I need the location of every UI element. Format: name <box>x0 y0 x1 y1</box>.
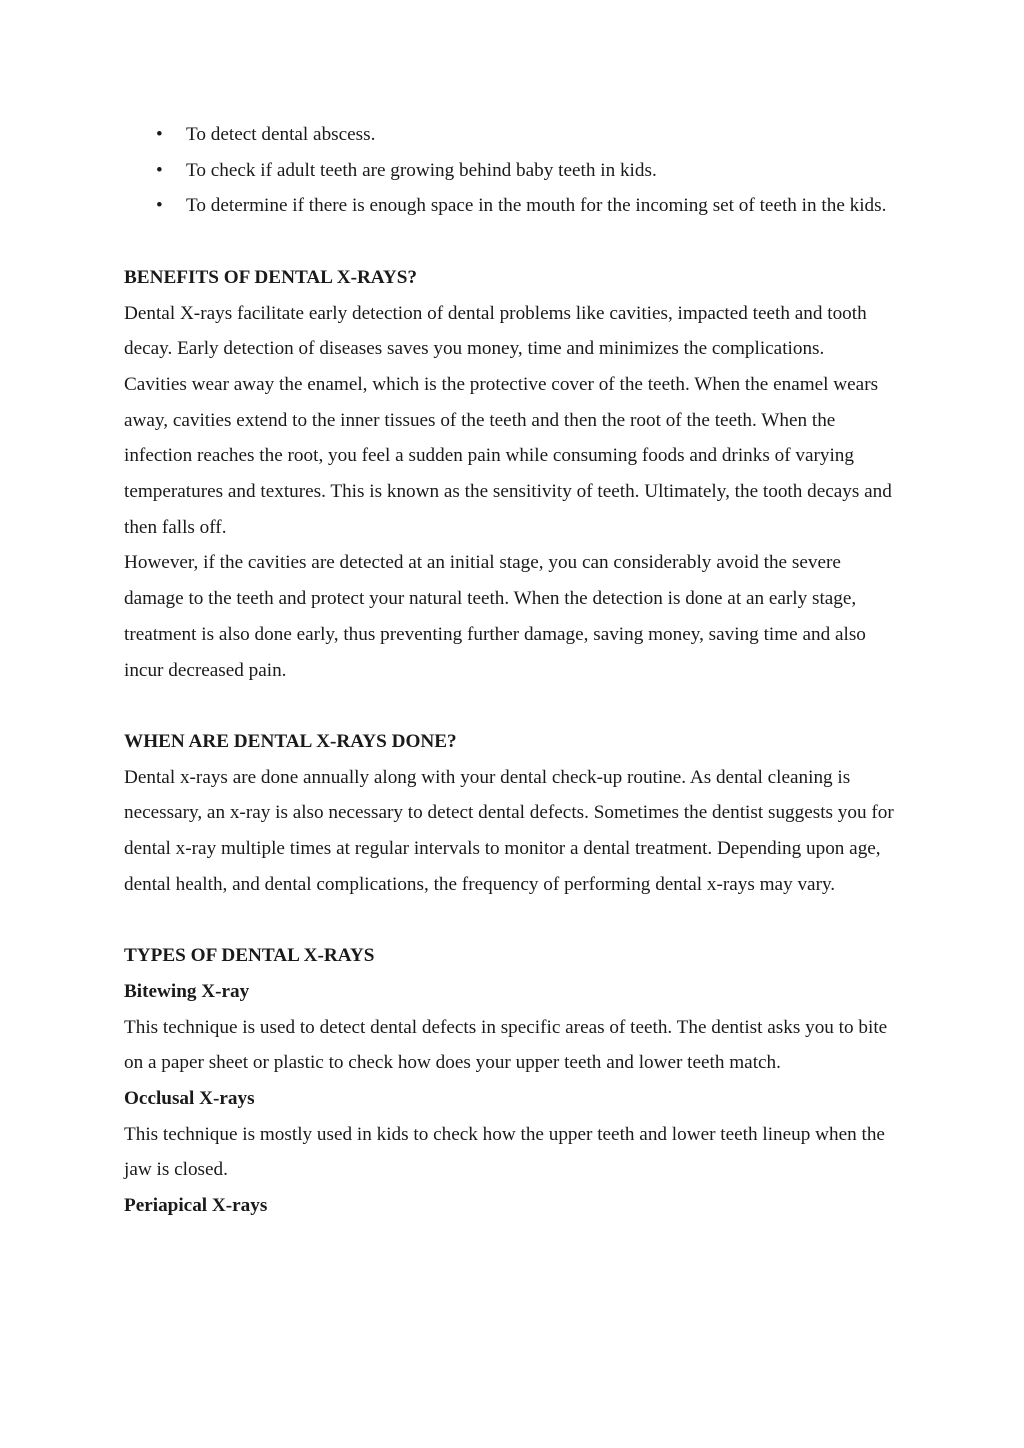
list-item <box>124 153 904 189</box>
document-page <box>124 117 904 1224</box>
bitewing-text: This technique is used to detect dental defects in specific areas of teeth. The dentist asks you to bite on a paper sheet or plastic to check how does your upper teeth and lower teeth match. <box>124 1016 888 1074</box>
occlusal-title: Occlusal X-rays <box>124 1087 255 1109</box>
benefits-heading: BENEFITS OF DENTAL X-RAYS? <box>124 266 418 288</box>
section-spacer <box>124 224 904 260</box>
bullet-icon: • <box>156 124 163 145</box>
bullet-icon: • <box>156 195 163 217</box>
benefits-paragraph-1: Dental X-rays facilitate early detection of dental problems like cavities, impacted teeth and tooth decay. Early detection of diseases saves you money, time and minimizes the complications. <box>124 302 867 360</box>
types-heading: TYPES OF DENTAL X-RAYS <box>124 945 375 967</box>
list-item <box>124 188 904 224</box>
list-item <box>124 117 904 153</box>
occlusal-text: This technique is mostly used in kids to check how the upper teeth and lower teeth lineup when the jaw is closed. <box>124 1123 885 1181</box>
benefits-paragraph-3: However, if the cavities are detected at an initial stage, you can considerably avoid the severe damage to the teeth and protect your natural teeth. When the detection is done at an early stage, treatment is also done early, thus preventing further damage, saving money, saving time and also incur decreased pain. <box>124 552 866 681</box>
periapical-title: Periapical X-rays <box>124 1195 268 1217</box>
section-spacer <box>124 688 904 724</box>
list-item-text: To check if adult teeth are growing behind baby teeth in kids. <box>186 159 657 181</box>
benefits-paragraph-2: Cavities wear away the enamel, which is the protective cover of the teeth. When the enamel wears away, cavities extend to the inner tissues of the teeth and then the root of the teeth. When the infection reaches the root, you feel a sudden pain while consuming foods and drinks of varying temperatures and textures. This is known as the sensitivity of teeth. Ultimately, the tooth decays and then falls off. <box>124 373 892 538</box>
list-item-text: To detect dental abscess. <box>186 124 376 145</box>
when-heading: WHEN ARE DENTAL X-RAYS DONE? <box>124 730 457 752</box>
section-spacer <box>124 902 904 938</box>
bullet-icon: • <box>156 159 163 181</box>
when-paragraph: Dental x-rays are done annually along with your dental check-up routine. As dental cleaning is necessary, an x-ray is also necessary to detect dental defects. Sometimes the dentist suggests you for dental x-ray multiple times at regular intervals to monitor a dental treatment. Depending upon age, dental health, and dental complications, the frequency of performing dental x-rays may vary. <box>124 766 894 895</box>
bitewing-title: Bitewing X-ray <box>124 980 250 1002</box>
list-item-text: To determine if there is enough space in the mouth for the incoming set of teeth in the kids. <box>186 195 887 217</box>
purpose-list <box>124 117 904 224</box>
